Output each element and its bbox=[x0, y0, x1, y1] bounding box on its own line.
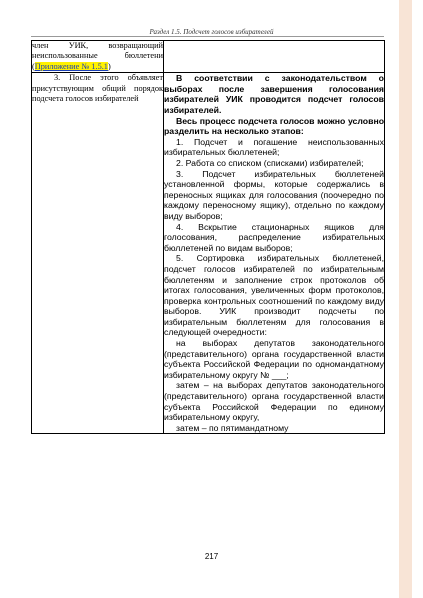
procedure-table bbox=[31, 40, 385, 434]
row2-left-text: 3. После этого объявляет присутствующим общий порядок подсчета голосов избирателей bbox=[32, 73, 163, 104]
paragraph: 2. Работа со списком (списками) избирателей; bbox=[176, 157, 364, 168]
row1-left-text: член УИК, возвращающий неиспользованные бюллетени (Приложение № 1.5.1) bbox=[32, 41, 163, 71]
paragraph: затем – по пятимандатному bbox=[176, 422, 289, 433]
table-cell-right bbox=[164, 41, 385, 73]
paragraph: 1. Подсчет и погашение неиспользованных избирательных бюллетеней; bbox=[164, 136, 384, 158]
table-row bbox=[32, 73, 385, 434]
paragraph: В соответствии с законодательством о выборах после завершения голосования избирателей УИК проводится подсчет голосов избирателей. bbox=[164, 73, 384, 115]
page-header: Раздел 1.5. Подсчет голосов избирателей bbox=[149, 28, 274, 36]
page-number: 217 bbox=[204, 552, 219, 561]
side-margin-bar bbox=[399, 0, 412, 598]
paragraph: Весь процесс подсчета голосов можно условно разделить на несколько этапов: bbox=[164, 115, 384, 137]
paragraph: 3. Подсчет избирательных бюллетеней установленной формы, которые содержались в переносных ящиках для голосования (поочередно по каждому переносному ящику), отдельно по каждому виду выборов; bbox=[164, 168, 384, 221]
paragraph: 4. Вскрытие стационарных ящиков для голосования, распределение избирательных бюллетеней по видам выборов; bbox=[164, 221, 384, 253]
table-cell-left bbox=[32, 73, 164, 434]
annex-link[interactable]: Приложение № 1.5.1 bbox=[34, 61, 108, 71]
paragraph: затем – на выборах депутатов законодательного (представительного) органа государственной власти субъекта Российской Федерации по единому избирательному округу, bbox=[164, 380, 384, 423]
paragraph: 5. Сортировка избирательных бюллетеней, подсчет голосов избирателей по избирательным бюллетеням и заполнение строк протоколов об итогах голосования, увеличенных форм протоколов, проверка контрольных соотношений по каждому виду выборов. УИК производит подсчеты по избирательным бюллетеням для голосования в следующей очередности: bbox=[164, 253, 384, 338]
header-rule bbox=[31, 36, 384, 37]
table-cell-left bbox=[32, 41, 164, 73]
table-cell-right bbox=[164, 73, 385, 434]
table-row bbox=[32, 41, 385, 73]
paragraph: на выборах депутатов законодательного (представительного) органа государственной власти субъекта Российской Федерации по одномандатному избирательному округу № ___; bbox=[164, 338, 384, 380]
